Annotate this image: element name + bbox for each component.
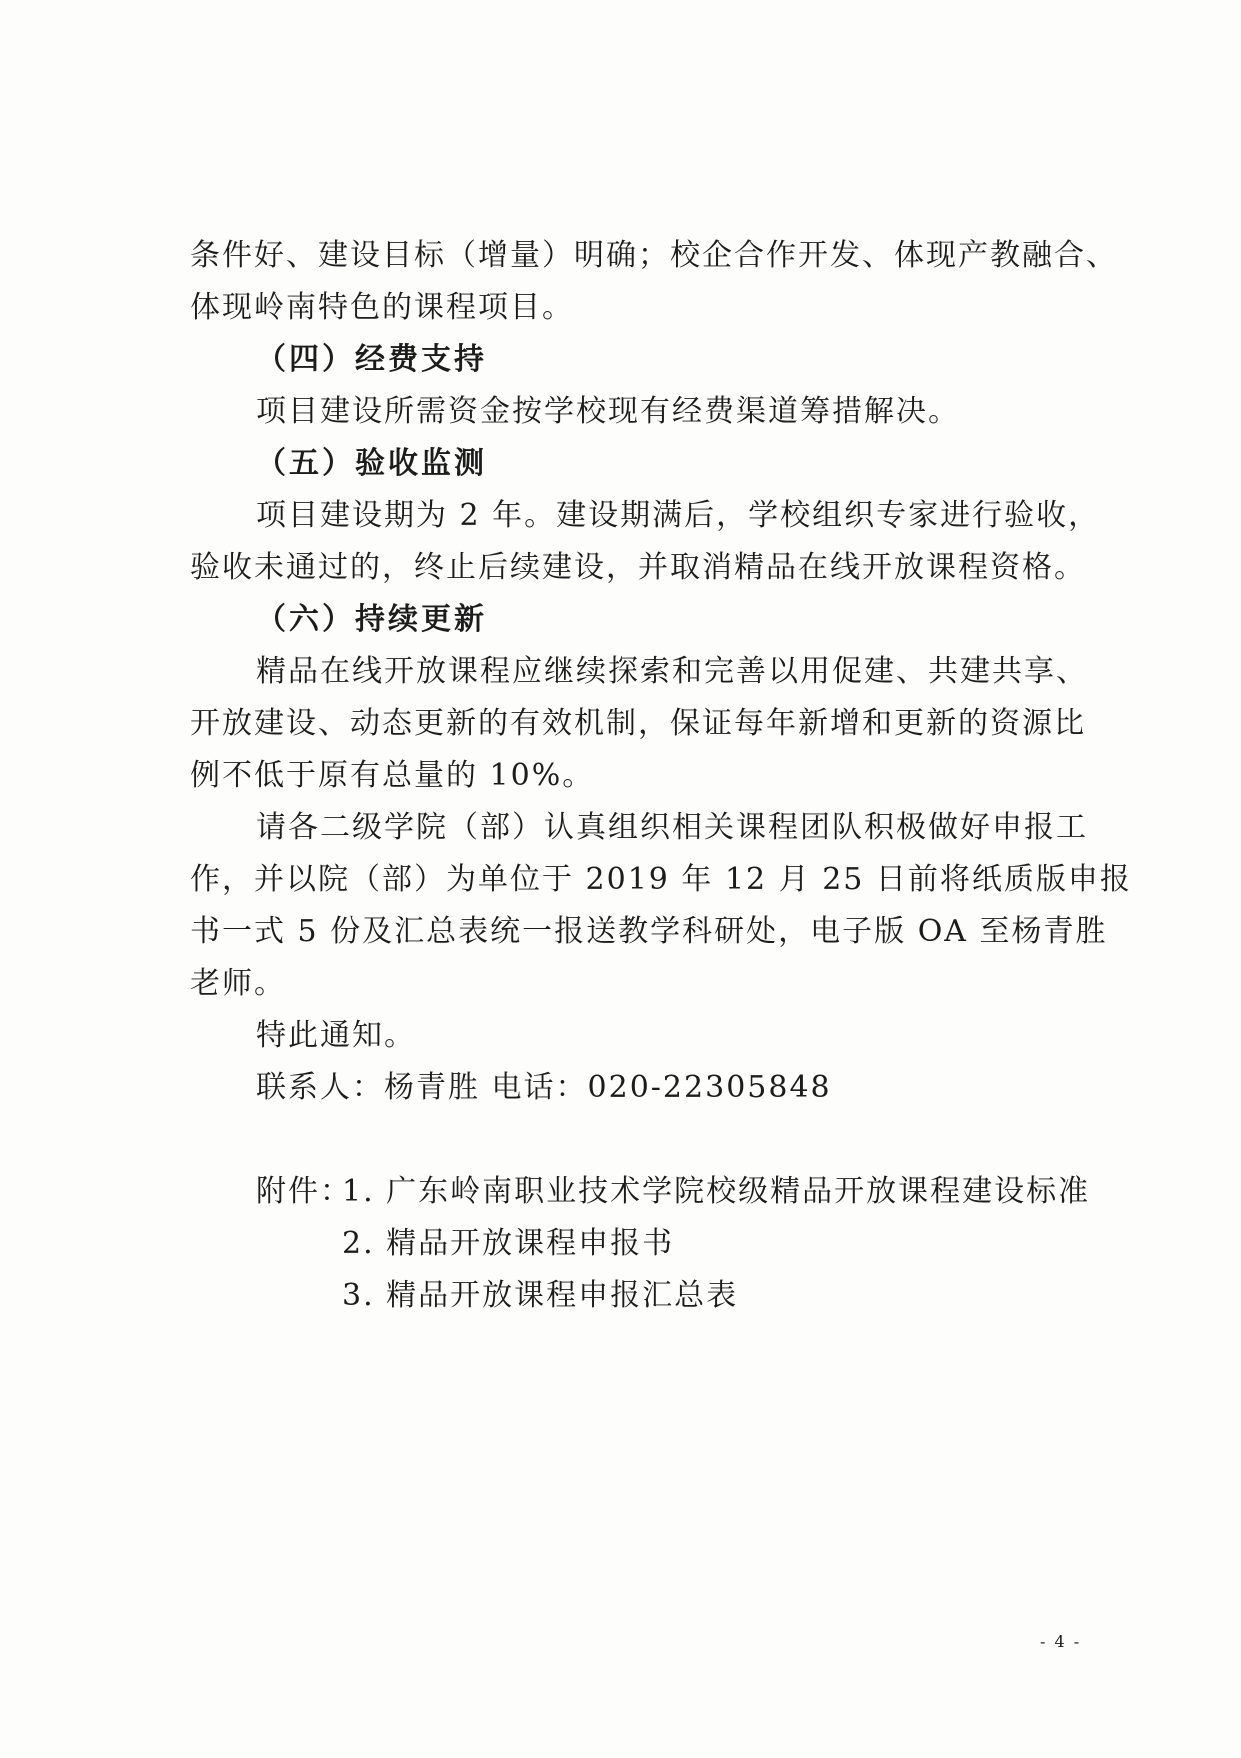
text-line-update-3: 例不低于原有总量的 10%。	[190, 758, 595, 793]
text-line-2: 体现岭南特色的课程项目。	[190, 290, 574, 325]
section-heading-funding: （四）经费支持	[256, 342, 487, 377]
text-line-update-1: 精品在线开放课程应继续探索和完善以用促建、共建共享、	[256, 654, 1088, 689]
text-line-funding: 项目建设所需资金按学校现有经费渠道筹措解决。	[256, 394, 960, 429]
page-number: - 4 -	[1040, 1632, 1082, 1651]
attachment-item-1: 1. 广东岭南职业技术学院校级精品开放课程建设标准	[342, 1174, 1091, 1209]
text-line-1: 条件好、建设目标（增量）明确；校企合作开发、体现产教融合、	[190, 238, 1118, 273]
contact-line: 联系人：杨青胜 电话：020-22305848	[256, 1070, 832, 1105]
text-line-acceptance-2: 验收未通过的，终止后续建设，并取消精品在线开放课程资格。	[190, 550, 1086, 585]
section-heading-update: （六）持续更新	[256, 602, 487, 637]
attachment-item-2: 2. 精品开放课程申报书	[342, 1226, 675, 1261]
attachment-item-3: 3. 精品开放课程申报汇总表	[342, 1278, 739, 1313]
text-line-request-1: 请各二级学院（部）认真组织相关课程团队积极做好申报工	[256, 810, 1088, 845]
text-line-request-3: 书一式 5 份及汇总表统一报送教学科研处，电子版 OA 至杨青胜	[190, 914, 1108, 949]
text-line-request-4: 老师。	[190, 966, 286, 1001]
text-line-update-2: 开放建设、动态更新的有效机制，保证每年新增和更新的资源比	[190, 706, 1086, 741]
attachments-label: 附件：	[256, 1174, 352, 1209]
section-heading-acceptance: （五）验收监测	[256, 446, 487, 481]
text-line-request-2: 作，并以院（部）为单位于 2019 年 12 月 25 日前将纸质版申报	[190, 862, 1132, 897]
text-line-acceptance-1: 项目建设期为 2 年。建设期满后，学校组织专家进行验收，	[256, 498, 1101, 533]
notice-closing: 特此通知。	[256, 1018, 416, 1053]
